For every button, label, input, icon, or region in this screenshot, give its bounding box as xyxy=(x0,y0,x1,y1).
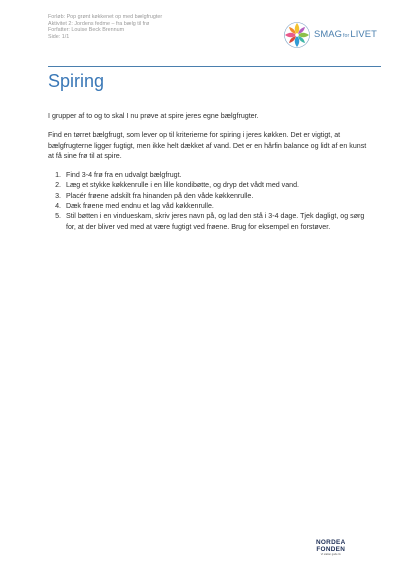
flower-logo-icon xyxy=(282,20,312,50)
main-content xyxy=(48,111,374,232)
logo-text-small: for xyxy=(343,33,350,39)
step-item: 4. Dæk frøene med endnu et lag våd køkkenrulle. xyxy=(63,201,374,211)
header-meta xyxy=(48,14,162,40)
logo-wordmark xyxy=(314,28,377,39)
step-item: 3. Placér frøene adskilt fra hinanden på den våde køkkenrulle. xyxy=(63,191,374,201)
logo-text-main: SMAG xyxy=(314,28,343,39)
page-title: Spiring xyxy=(48,71,105,91)
intro-paragraph: I grupper af to og to skal I nu prøve at spire jeres egne bælgfrugter. xyxy=(48,112,259,120)
meta-course: Forløb: Pop grønt køkkenet op med bælgfrugter xyxy=(48,14,163,20)
meta-activity: Aktivitet 2: Jordens fedme – fra bælg til frø xyxy=(48,20,150,27)
nordea-fonden-logo xyxy=(316,540,346,556)
header-divider xyxy=(48,66,381,67)
step-item: 5. Stil bøtten i en vindueskam, skriv jeres navn på, og lad den stå i 3-4 dage. Tjek dagligt, og sørg for, at der bliver ved med at være fugtigt ved frøene. Brug for eksempel en forstøver. xyxy=(63,211,374,232)
step-item: 2. Læg et stykke køkkenrulle i en lille kondibøtte, og dryp det vådt med vand. xyxy=(63,180,374,190)
steps-list xyxy=(48,170,374,232)
logo-text-end: LIVET xyxy=(350,28,377,39)
smag-for-livet-logo xyxy=(282,20,382,50)
step-item: 1. Find 3-4 frø fra en udvalgt bælgfrugt. xyxy=(63,170,374,180)
footer-logo-tagline: Vi støtter gode liv xyxy=(320,553,341,557)
footer-logo-line2: FONDEN xyxy=(316,545,346,553)
meta-page: Side: 1/1 xyxy=(48,33,70,40)
footer-logo-line1: NORDEA xyxy=(316,539,346,546)
meta-author: Forfatter: Louise Beck Brennum xyxy=(48,27,125,34)
criteria-paragraph: Find en tørret bælgfrugt, som lever op til kriterierne for spiring i jeres køkken. Det er vigtigt, at bælgfrugterne ligger fugtigt, men ikke helt dækket af vand. Det er en hårfin balance og lidt af en kunst at få sine frø til at spire. xyxy=(48,131,367,160)
